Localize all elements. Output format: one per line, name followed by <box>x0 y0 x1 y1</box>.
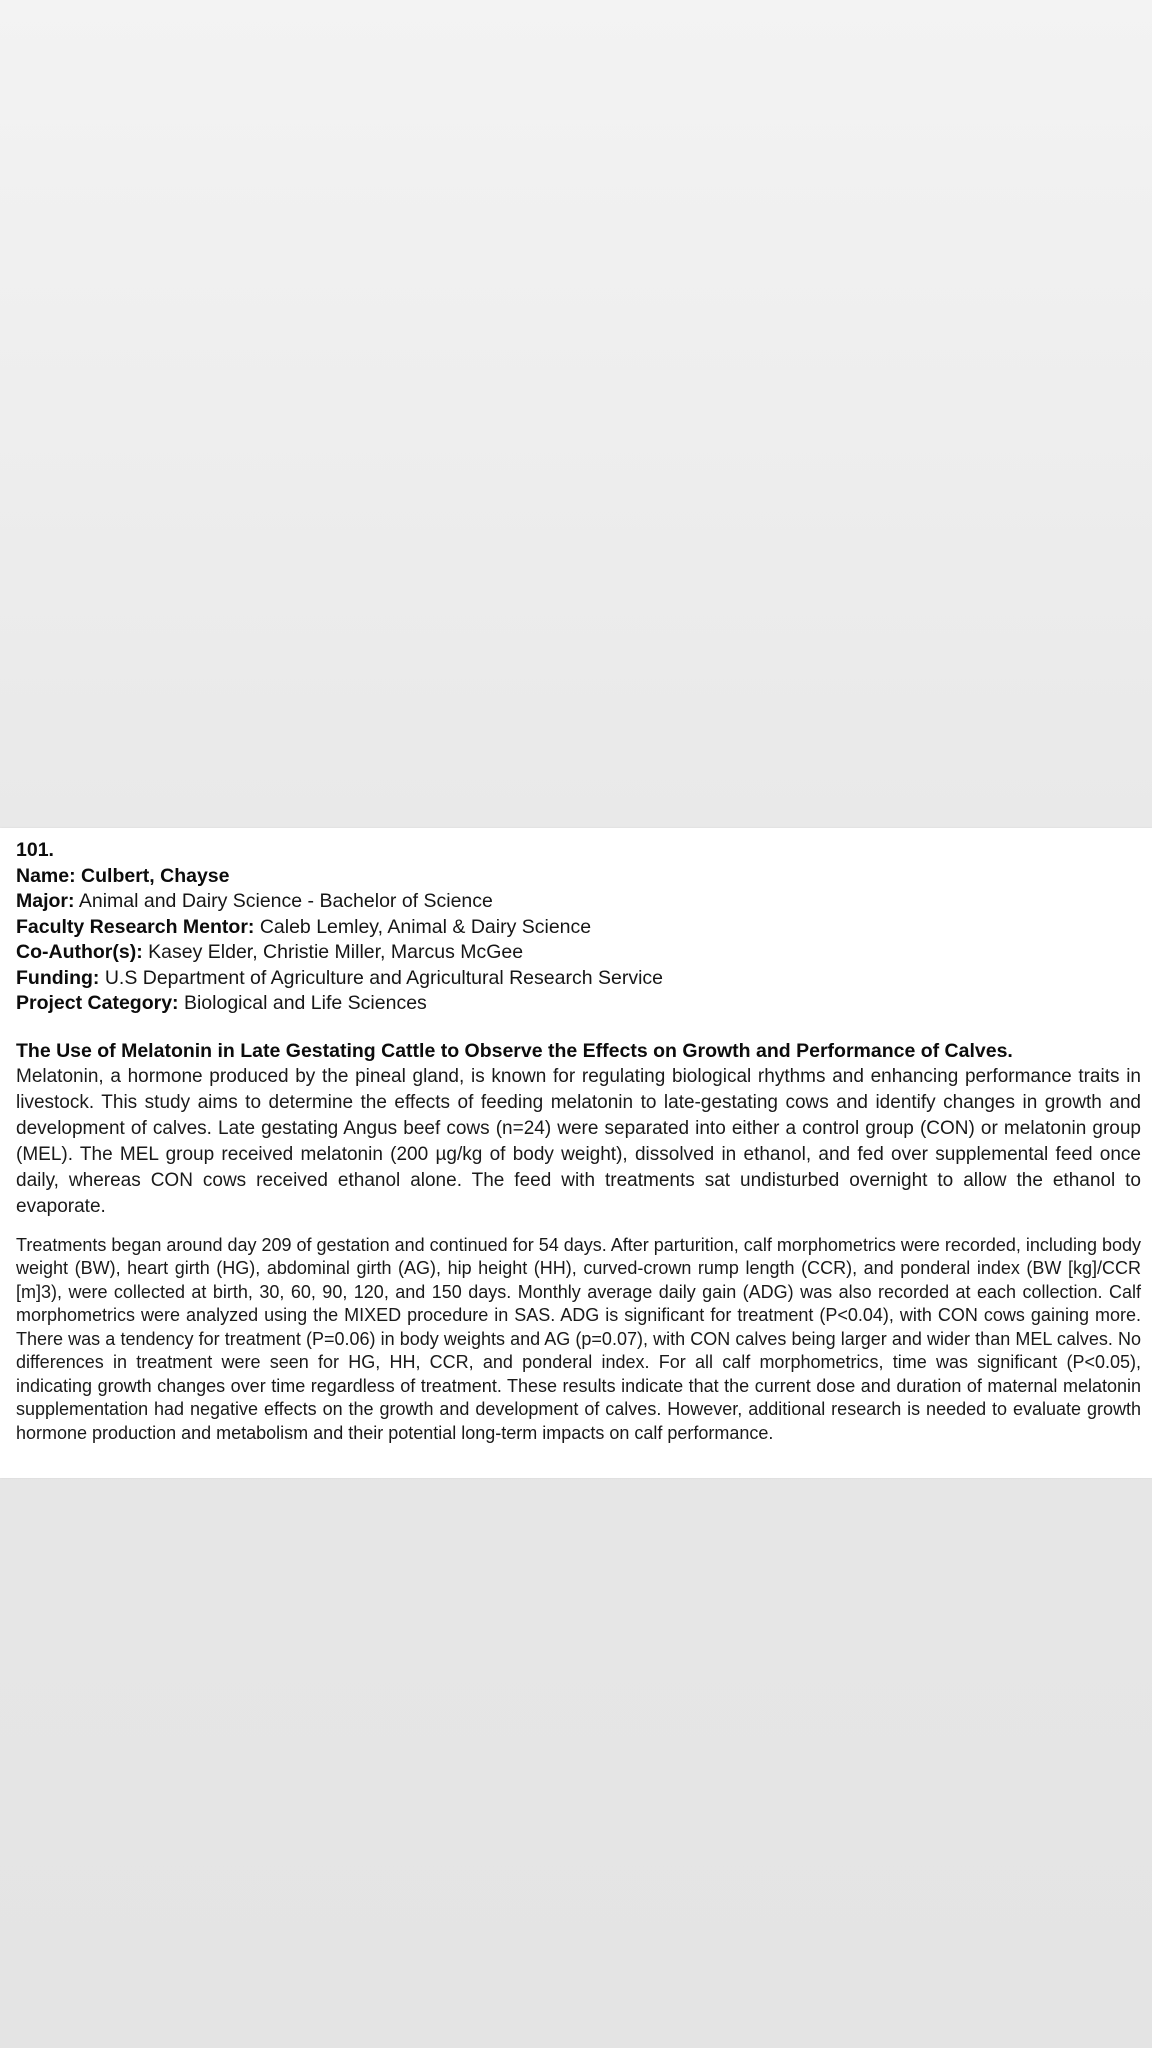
funding-label: Funding: <box>16 966 100 989</box>
name-label: Name: <box>16 864 76 887</box>
mentor-field <box>16 915 1141 941</box>
mentor-label: Faculty Research Mentor: <box>16 915 255 938</box>
mentor-value: Caleb Lemley, Animal & Dairy Science <box>259 915 592 938</box>
major-label: Major: <box>16 890 75 912</box>
category-value: Biological and Life Sciences <box>183 992 427 1014</box>
abstract-paragraph-1: Melatonin, a hormone produced by the pineal gland, is known for regulating biological rhythms and enhancing performance traits in livestock. This study aims to determine the effects of feeding melatonin to late-gestating cows and identify changes in growth and development of calves. Late gestating Angus beef cows (n=24) were separated into either a control group (CON) or melatonin group (MEL). The MEL group received melatonin (200 µg/kg of body weight), dissolved in ethanol, and fed over supplemental feed once daily, whereas CON cows received ethanol alone. The feed with treatments sat undisturbed overnight to allow the ethanol to evaporate. <box>16 1065 1141 1217</box>
major-value: Animal and Dairy Science - Bachelor of Science <box>78 890 493 912</box>
coauthors-field <box>16 940 1141 966</box>
coauthors-value: Kasey Elder, Christie Miller, Marcus McGee <box>148 941 524 963</box>
category-field <box>16 991 1141 1017</box>
entry-number: 101. <box>16 839 54 861</box>
coauthors-label: Co-Author(s): <box>16 941 143 963</box>
major-field <box>16 889 1141 915</box>
document-page <box>0 828 1152 1478</box>
abstract-title: The Use of Melatonin in Late Gestating Cattle to Observe the Effects on Growth and Performance of Calves. <box>16 1039 1013 1062</box>
category-label: Project Category: <box>16 992 179 1014</box>
name-value: Culbert, Chayse <box>81 864 230 887</box>
abstract-paragraph-2: Treatments began around day 209 of gestation and continued for 54 days. After parturition, calf morphometrics were recorded, including body weight (BW), heart girth (HG), abdominal girth (AG), hip height (HH), curved-crown rump length (CCR), and ponderal index (BW [kg]/CCR [m]3), were collected at birth, 30, 60, 90, 120, and 150 days. Monthly average daily gain (ADG) was also recorded at each collection. Calf morphometrics were analyzed using the MIXED procedure in SAS. ADG is significant for treatment (P<0.04), with CON cows gaining more. There was a tendency for treatment (P=0.06) in body weights and AG (p=0.07), with CON calves being larger and wider than MEL calves. No differences in treatment were seen for HG, HH, CCR, and ponderal index. For all calf morphometrics, time was significant (P<0.05), indicating growth changes over time regardless of treatment. These results indicate that the current dose and duration of maternal melatonin supplementation had negative effects on the growth and development of calves. However, additional research is needed to evaluate growth hormone production and metabolism and their potential long-term impacts on calf performance. <box>16 1234 1141 1443</box>
funding-value: U.S Department of Agriculture and Agricultural Research Service <box>104 966 663 989</box>
name-field <box>16 864 1141 890</box>
funding-field <box>16 966 1141 992</box>
abstract-entry <box>16 838 1141 1445</box>
